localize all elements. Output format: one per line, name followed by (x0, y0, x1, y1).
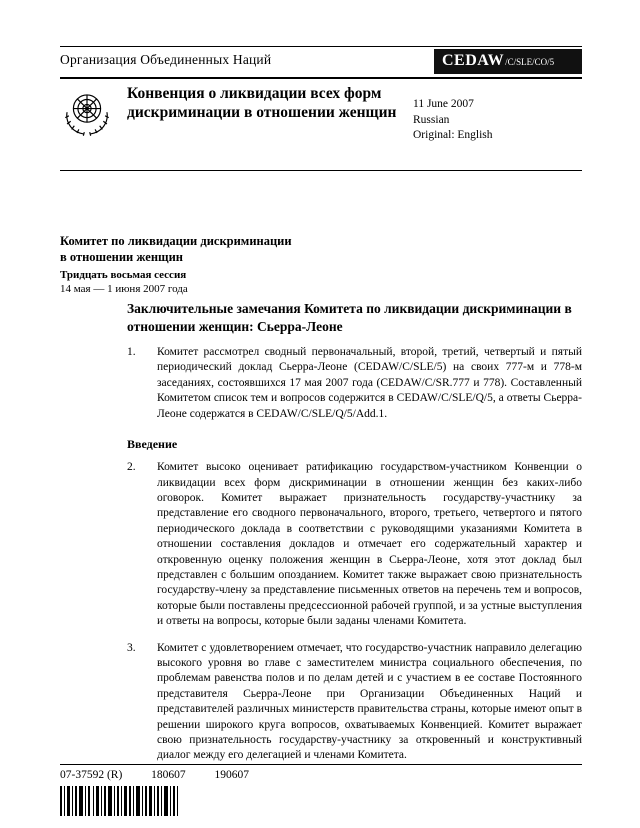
organization-name: Организация Объединенных Наций (60, 52, 272, 67)
document-symbol-badge (434, 49, 582, 74)
header-bottom-rule (60, 170, 582, 171)
committee-name-line1: Комитет по ликвидации дискриминации (60, 234, 292, 248)
introduction-heading: Введение (127, 437, 178, 452)
committee-session: Тридцать восьмая сессия (60, 268, 187, 281)
un-emblem-icon (58, 85, 116, 143)
paragraph-3-text: Комитет с удовлетворением отмечает, что государство-участник направило делегацию высокого уровня во главе с заместителем министра социального обеспечения, по проблемам равенства полов и по делам детей и с участием в ее составе Постоянного представителя Сьерра-Леоне при Организации Объединенных Наций и представителей различных министерств правительства страны, которые имеют опыт в решении широкого круга вопросов, охватываемых Конвенцией. Комитет выражает свою признательность государству-участнику за откровенный и конструктивный диалог между его делегацией и членами Комитета. (157, 641, 582, 762)
document-language: Russian (413, 113, 450, 126)
document-symbol-suffix: /C/SLE/CO/5 (505, 57, 555, 67)
footer-rule (60, 764, 582, 765)
committee-block (60, 233, 292, 296)
paragraph-3-number: 3. (127, 641, 136, 654)
concluding-comments-heading: Заключительные замечания Комитета по ликвидации дискриминации в отношении женщин: Сьерра-Леоне (127, 301, 572, 335)
paragraph-2-number: 2. (127, 461, 136, 474)
footer-document-number (60, 769, 275, 781)
paragraph-2-text: Комитет высоко оценивает ратификацию государством-участником Конвенции о ликвидации всех форм дискриминации в отношении женщин без каких-либо оговорок. Комитет выражает признательность государству-участнику за представление его сводного первоначального, второго, третьего, четвертого и пятого периодического доклада в соответствии с руководящими указаниями Комитета в отношении составления докладов и отмечает его содержательный характер и откровенную оценку положения женщин в Сьерра-Леоне, хотя этот доклад был представлен с большим опозданием. Комитет также выражает свою признательность государству-члену за представление письменных ответов на перечень тем и вопросов, которые были поставлены предсессионной рабочей группой, и за устные выступления и ответы на вопросы, которые были заданы членами Комитета. (157, 461, 582, 628)
document-body (127, 345, 582, 775)
document-meta-block (413, 97, 493, 144)
committee-name-line2: в отношении женщин (60, 250, 183, 265)
header-top-rule (60, 46, 582, 47)
barcode (60, 786, 178, 816)
paragraph-1-number: 1. (127, 346, 136, 358)
document-date: 11 June 2007 (413, 98, 474, 110)
paragraph-2 (127, 460, 582, 629)
committee-dates: 14 мая — 1 июня 2007 года (60, 282, 188, 295)
convention-title: Конвенция о ликвидации всех форм дискриминации в отношении женщин (127, 85, 397, 122)
header-thick-rule (60, 77, 582, 79)
document-symbol-main: CEDAW (442, 52, 505, 69)
paragraph-1 (127, 345, 582, 422)
document-original-language: Original: English (413, 129, 493, 142)
footer-code-2: 190607 (214, 769, 250, 781)
paragraph-1-text: Комитет рассмотрел сводный первоначальный, второй, третий, четвертый и пятый периодический доклад Сьерра-Леоне (CEDAW/C/SLE/5) на своих 777-м и 778-м заседаниях, состоявшихся 17 мая 2007 года (CEDAW/C/SR.777 и 778). Составленный Комитетом список тем и вопросов содержится в CEDAW/C/SLE/Q/5, а ответы Сьерра-Леоне содержатся в CEDAW/C/SLE/Q/5/Add.1. (157, 346, 582, 420)
footer-code-1: 180607 (151, 769, 186, 781)
paragraph-3 (127, 641, 582, 764)
footer-symbol: 07-37592 (R) (60, 769, 123, 781)
